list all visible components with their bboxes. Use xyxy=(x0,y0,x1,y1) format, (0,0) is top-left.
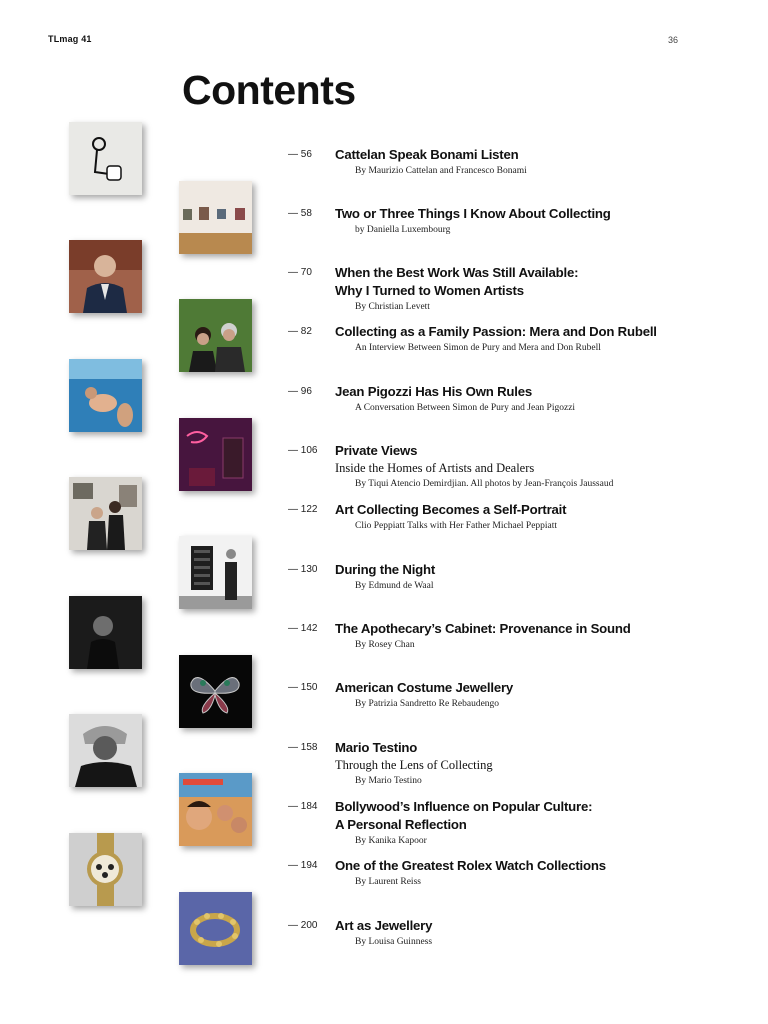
toc-page-number: — 58 xyxy=(288,208,312,219)
toc-page-number: — 142 xyxy=(288,623,318,634)
toc-title: Cattelan Speak Bonami Listen xyxy=(335,147,519,162)
toc-entry[interactable] xyxy=(288,264,748,314)
toc-subtitle: Through the Lens of Collecting xyxy=(335,758,493,772)
toc-entry[interactable] xyxy=(288,501,748,533)
toc-page-number: — 158 xyxy=(288,742,318,753)
toc-byline: An Interview Between Simon de Pury and Mera and Don Rubell xyxy=(355,343,601,353)
toc-byline: By Louisa Guinness xyxy=(355,937,433,947)
thumbnail-underwater-figures xyxy=(69,359,142,432)
toc-page-number: — 56 xyxy=(288,149,312,160)
toc-title: The Apothecary’s Cabinet: Provenance in Sound xyxy=(335,621,631,636)
thumbnail-portrait-mario-testino xyxy=(69,714,142,787)
toc-entry[interactable] xyxy=(288,739,748,788)
toc-entry[interactable] xyxy=(288,798,748,848)
thumbnail-cabinet-man xyxy=(179,536,252,609)
toc-entry[interactable] xyxy=(288,917,748,949)
toc-page-number: — 82 xyxy=(288,326,312,337)
toc-byline: By Patrizia Sandretto Re Rebaudengo xyxy=(355,699,500,709)
toc-title: During the Night xyxy=(335,562,436,577)
toc-title: Art as Jewellery xyxy=(335,918,433,933)
toc-page-number: — 200 xyxy=(288,920,318,931)
toc-title: Collecting as a Family Passion: Mera and Don Rubell xyxy=(335,324,657,339)
toc-page-number: — 96 xyxy=(288,386,312,397)
thumbnail-couple-interior xyxy=(69,477,142,550)
magazine-name: TLmag 41 xyxy=(48,34,92,44)
thumbnail-cartoon-sketch xyxy=(69,122,142,195)
toc-byline: By Laurent Reiss xyxy=(355,877,421,887)
toc-page-number: — 122 xyxy=(288,504,318,515)
toc-entry[interactable] xyxy=(288,857,748,889)
toc-entry[interactable] xyxy=(288,146,748,178)
toc-page-number: — 194 xyxy=(288,860,318,871)
toc-page-number: — 70 xyxy=(288,267,312,278)
toc-title: Jean Pigozzi Has His Own Rules xyxy=(335,384,532,399)
toc-entry[interactable] xyxy=(288,205,748,237)
thumbnail-gold-bracelet xyxy=(179,892,252,965)
toc-entry[interactable] xyxy=(288,679,748,711)
toc-title-line-2: A Personal Reflection xyxy=(335,817,467,832)
toc-page-number: — 184 xyxy=(288,801,318,812)
toc-entry[interactable] xyxy=(288,323,748,355)
toc-entry[interactable] xyxy=(288,561,748,593)
toc-entry[interactable] xyxy=(288,383,748,415)
toc-title: Bollywood’s Influence on Popular Culture: xyxy=(335,799,593,814)
toc-title: Mario Testino xyxy=(335,740,418,755)
thumbnail-butterfly-brooch xyxy=(179,655,252,728)
toc-byline: By Tiqui Atencio Demirdjian. All photos by Jean-François Jaussaud xyxy=(355,479,614,489)
toc-byline: By Rosey Chan xyxy=(355,640,415,650)
toc-title: Art Collecting Becomes a Self-Portrait xyxy=(335,502,567,517)
toc-byline: By Maurizio Cattelan and Francesco Bonami xyxy=(355,166,527,176)
toc-entry[interactable] xyxy=(288,442,748,491)
toc-subtitle: Inside the Homes of Artists and Dealers xyxy=(335,461,535,475)
toc-byline: By Mario Testino xyxy=(355,776,422,786)
page-title: Contents xyxy=(182,67,356,113)
thumbnail-portrait-dark xyxy=(69,596,142,669)
toc-title: American Costume Jewellery xyxy=(335,680,514,695)
toc-title: One of the Greatest Rolex Watch Collections xyxy=(335,858,606,873)
toc-title-line-2: Why I Turned to Women Artists xyxy=(335,283,524,298)
toc-byline: By Christian Levett xyxy=(355,302,430,312)
thumbnail-neon-interior xyxy=(179,418,252,491)
thumbnail-rubell-couple xyxy=(179,299,252,372)
toc-page-number: — 106 xyxy=(288,445,318,456)
toc-byline: Clio Peppiatt Talks with Her Father Michael Peppiatt xyxy=(355,521,558,531)
thumbnail-gallery-room xyxy=(179,181,252,254)
thumbnail-portrait-man-suit xyxy=(69,240,142,313)
toc-page-number: — 130 xyxy=(288,564,318,575)
toc-title: Two or Three Things I Know About Collecting xyxy=(335,206,611,221)
toc-title: Private Views xyxy=(335,443,418,458)
toc-entry[interactable] xyxy=(288,620,748,652)
toc-byline: By Edmund de Waal xyxy=(355,581,434,591)
toc-title: When the Best Work Was Still Available: xyxy=(335,265,579,280)
page-number: 36 xyxy=(668,35,679,45)
thumbnail-bollywood-poster xyxy=(179,773,252,846)
toc-page-number: — 150 xyxy=(288,682,318,693)
toc-byline: By Kanika Kapoor xyxy=(355,836,427,846)
thumbnail-rolex-watch xyxy=(69,833,142,906)
toc-byline: A Conversation Between Simon de Pury and Jean Pigozzi xyxy=(355,403,576,413)
toc-byline: by Daniella Luxembourg xyxy=(355,225,451,235)
